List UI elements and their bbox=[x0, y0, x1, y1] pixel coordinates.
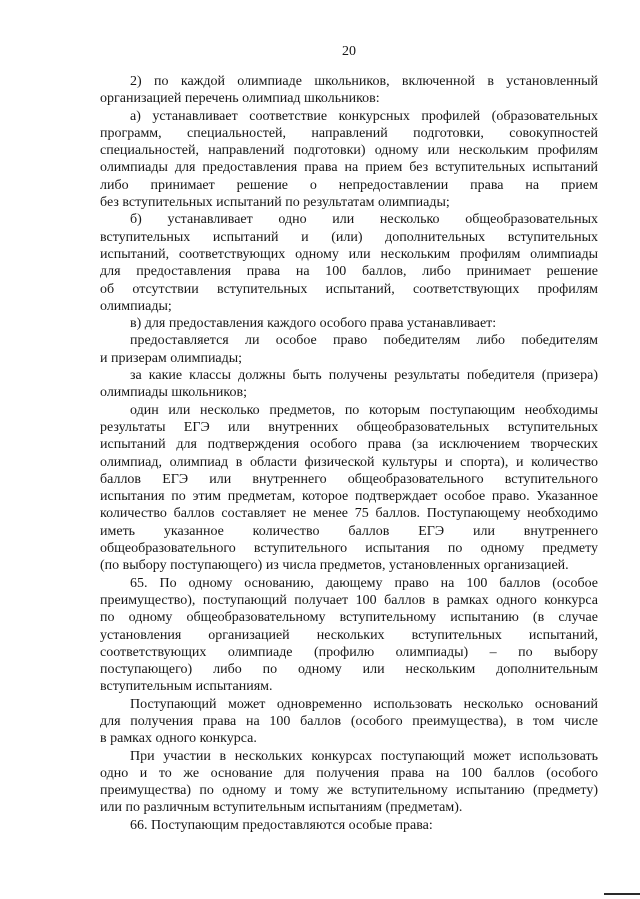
text-line: 2) по каждой олимпиаде школьников, включенной в установленный bbox=[130, 74, 598, 89]
text-line: установления организацией нескольких вступительных испытаний, bbox=[100, 627, 598, 643]
paragraph bbox=[100, 332, 598, 367]
paragraph bbox=[100, 108, 598, 212]
text-line: количество баллов составляет не менее 75 баллов. Поступающему необходимо bbox=[100, 506, 598, 522]
text-line: (по выбору поступающего) из числа предметов, установленных организацией. bbox=[100, 558, 569, 574]
paragraph bbox=[100, 315, 598, 332]
text-line: для предоставления права на 100 баллов, либо принимает решение bbox=[100, 264, 598, 280]
text-line: а) устанавливает соответствие конкурсных профилей (образовательных bbox=[130, 108, 598, 124]
text-line: б) устанавливает одно или несколько общеобразовательных bbox=[130, 212, 598, 228]
paragraph bbox=[100, 367, 598, 402]
text-line: за какие классы должны быть получены результаты победителя (призера) bbox=[130, 368, 598, 384]
text-line: преимущества) по одному и тому же вступительному испытанию (предмету) bbox=[100, 783, 598, 799]
text-line: олимпиад, олимпиад в области физической культуры и спорта), и количество bbox=[100, 454, 598, 470]
page-number: 20 bbox=[342, 44, 356, 59]
text-line: в рамках одного конкурса. bbox=[100, 731, 257, 747]
text-line: предоставляется ли особое право победителям либо победителям bbox=[130, 333, 598, 349]
text-line: без вступительных испытаний по результатам олимпиады; bbox=[100, 195, 450, 211]
text-line: один или несколько предметов, по которым поступающим необходимы bbox=[130, 402, 598, 418]
text-line: 65. По одному основанию, дающему право на 100 баллов (особое bbox=[130, 575, 598, 591]
paragraph bbox=[100, 211, 598, 315]
document-body bbox=[100, 73, 598, 834]
text-line: соответствующих олимпиаде (профилю олимпиады) – по выбору bbox=[100, 644, 598, 660]
paragraph bbox=[100, 748, 598, 817]
text-line: и призерам олимпиады; bbox=[100, 350, 243, 366]
text-line: баллов ЕГЭ или внутреннего общеобразовательного вступительного bbox=[100, 471, 598, 487]
text-line: специальностей, направлений подготовки) одному или нескольким профилям bbox=[100, 143, 598, 159]
text-line: об отсутствии вступительных испытаний, соответствующих профилям bbox=[100, 281, 598, 297]
text-line: При участии в нескольких конкурсах поступающий может использовать bbox=[130, 748, 598, 764]
text-line: иметь указанное количество баллов ЕГЭ или внутреннего bbox=[100, 523, 598, 539]
scan-edge-artifact bbox=[604, 893, 640, 895]
text-line: олимпиады школьников; bbox=[100, 385, 248, 401]
text-line: общеобразовательного вступительного испытания по одному предмету bbox=[100, 541, 598, 557]
paragraph bbox=[100, 817, 598, 834]
text-line: 66. Поступающим предоставляются особые права: bbox=[130, 817, 433, 833]
text-line: организацией перечень олимпиад школьников: bbox=[100, 91, 380, 107]
text-line: испытания по этим предметам, которое подтверждает особое право. Указанное bbox=[100, 489, 598, 505]
text-line: в) для предоставления каждого особого права устанавливает: bbox=[130, 316, 497, 332]
text-line: программ, специальностей, направлений подготовки, совокупностей bbox=[100, 125, 598, 141]
text-line: по одному общеобразовательному вступительному испытанию (в случае bbox=[100, 610, 598, 626]
text-line: олимпиады для предоставления права на прием без вступительных испытаний bbox=[100, 160, 598, 176]
text-line: либо принимает решение о непредоставлении права на прием bbox=[100, 177, 598, 193]
text-line: или по различным вступительным испытаниям (предметам). bbox=[100, 800, 463, 816]
text-line: испытаний, соответствующих одному или нескольким профилям олимпиады bbox=[100, 246, 598, 262]
text-line: одно и то же основание для получения права на 100 баллов (особого bbox=[100, 765, 598, 781]
text-line: поступающего) либо по одному или нескольким дополнительным bbox=[100, 662, 598, 678]
text-line: вступительных испытаний и (или) дополнительных вступительных bbox=[100, 229, 598, 245]
text-line: для получения права на 100 баллов (особого преимущества), в том числе bbox=[100, 713, 598, 729]
text-line: Поступающий может одновременно использовать несколько оснований bbox=[130, 696, 598, 712]
paragraph bbox=[100, 575, 598, 696]
paragraph bbox=[100, 696, 598, 748]
text-line: олимпиады; bbox=[100, 298, 172, 314]
text-line: испытаний для подтверждения особого права (за исключением творческих bbox=[100, 437, 598, 453]
paragraph bbox=[100, 402, 598, 575]
text-line: преимущество), поступающий получает 100 баллов в рамках одного конкурса bbox=[100, 592, 598, 608]
paragraph bbox=[100, 73, 598, 108]
text-line: вступительным испытаниям. bbox=[100, 679, 273, 695]
text-line: результаты ЕГЭ или внутренних общеобразовательных вступительных bbox=[100, 419, 598, 435]
